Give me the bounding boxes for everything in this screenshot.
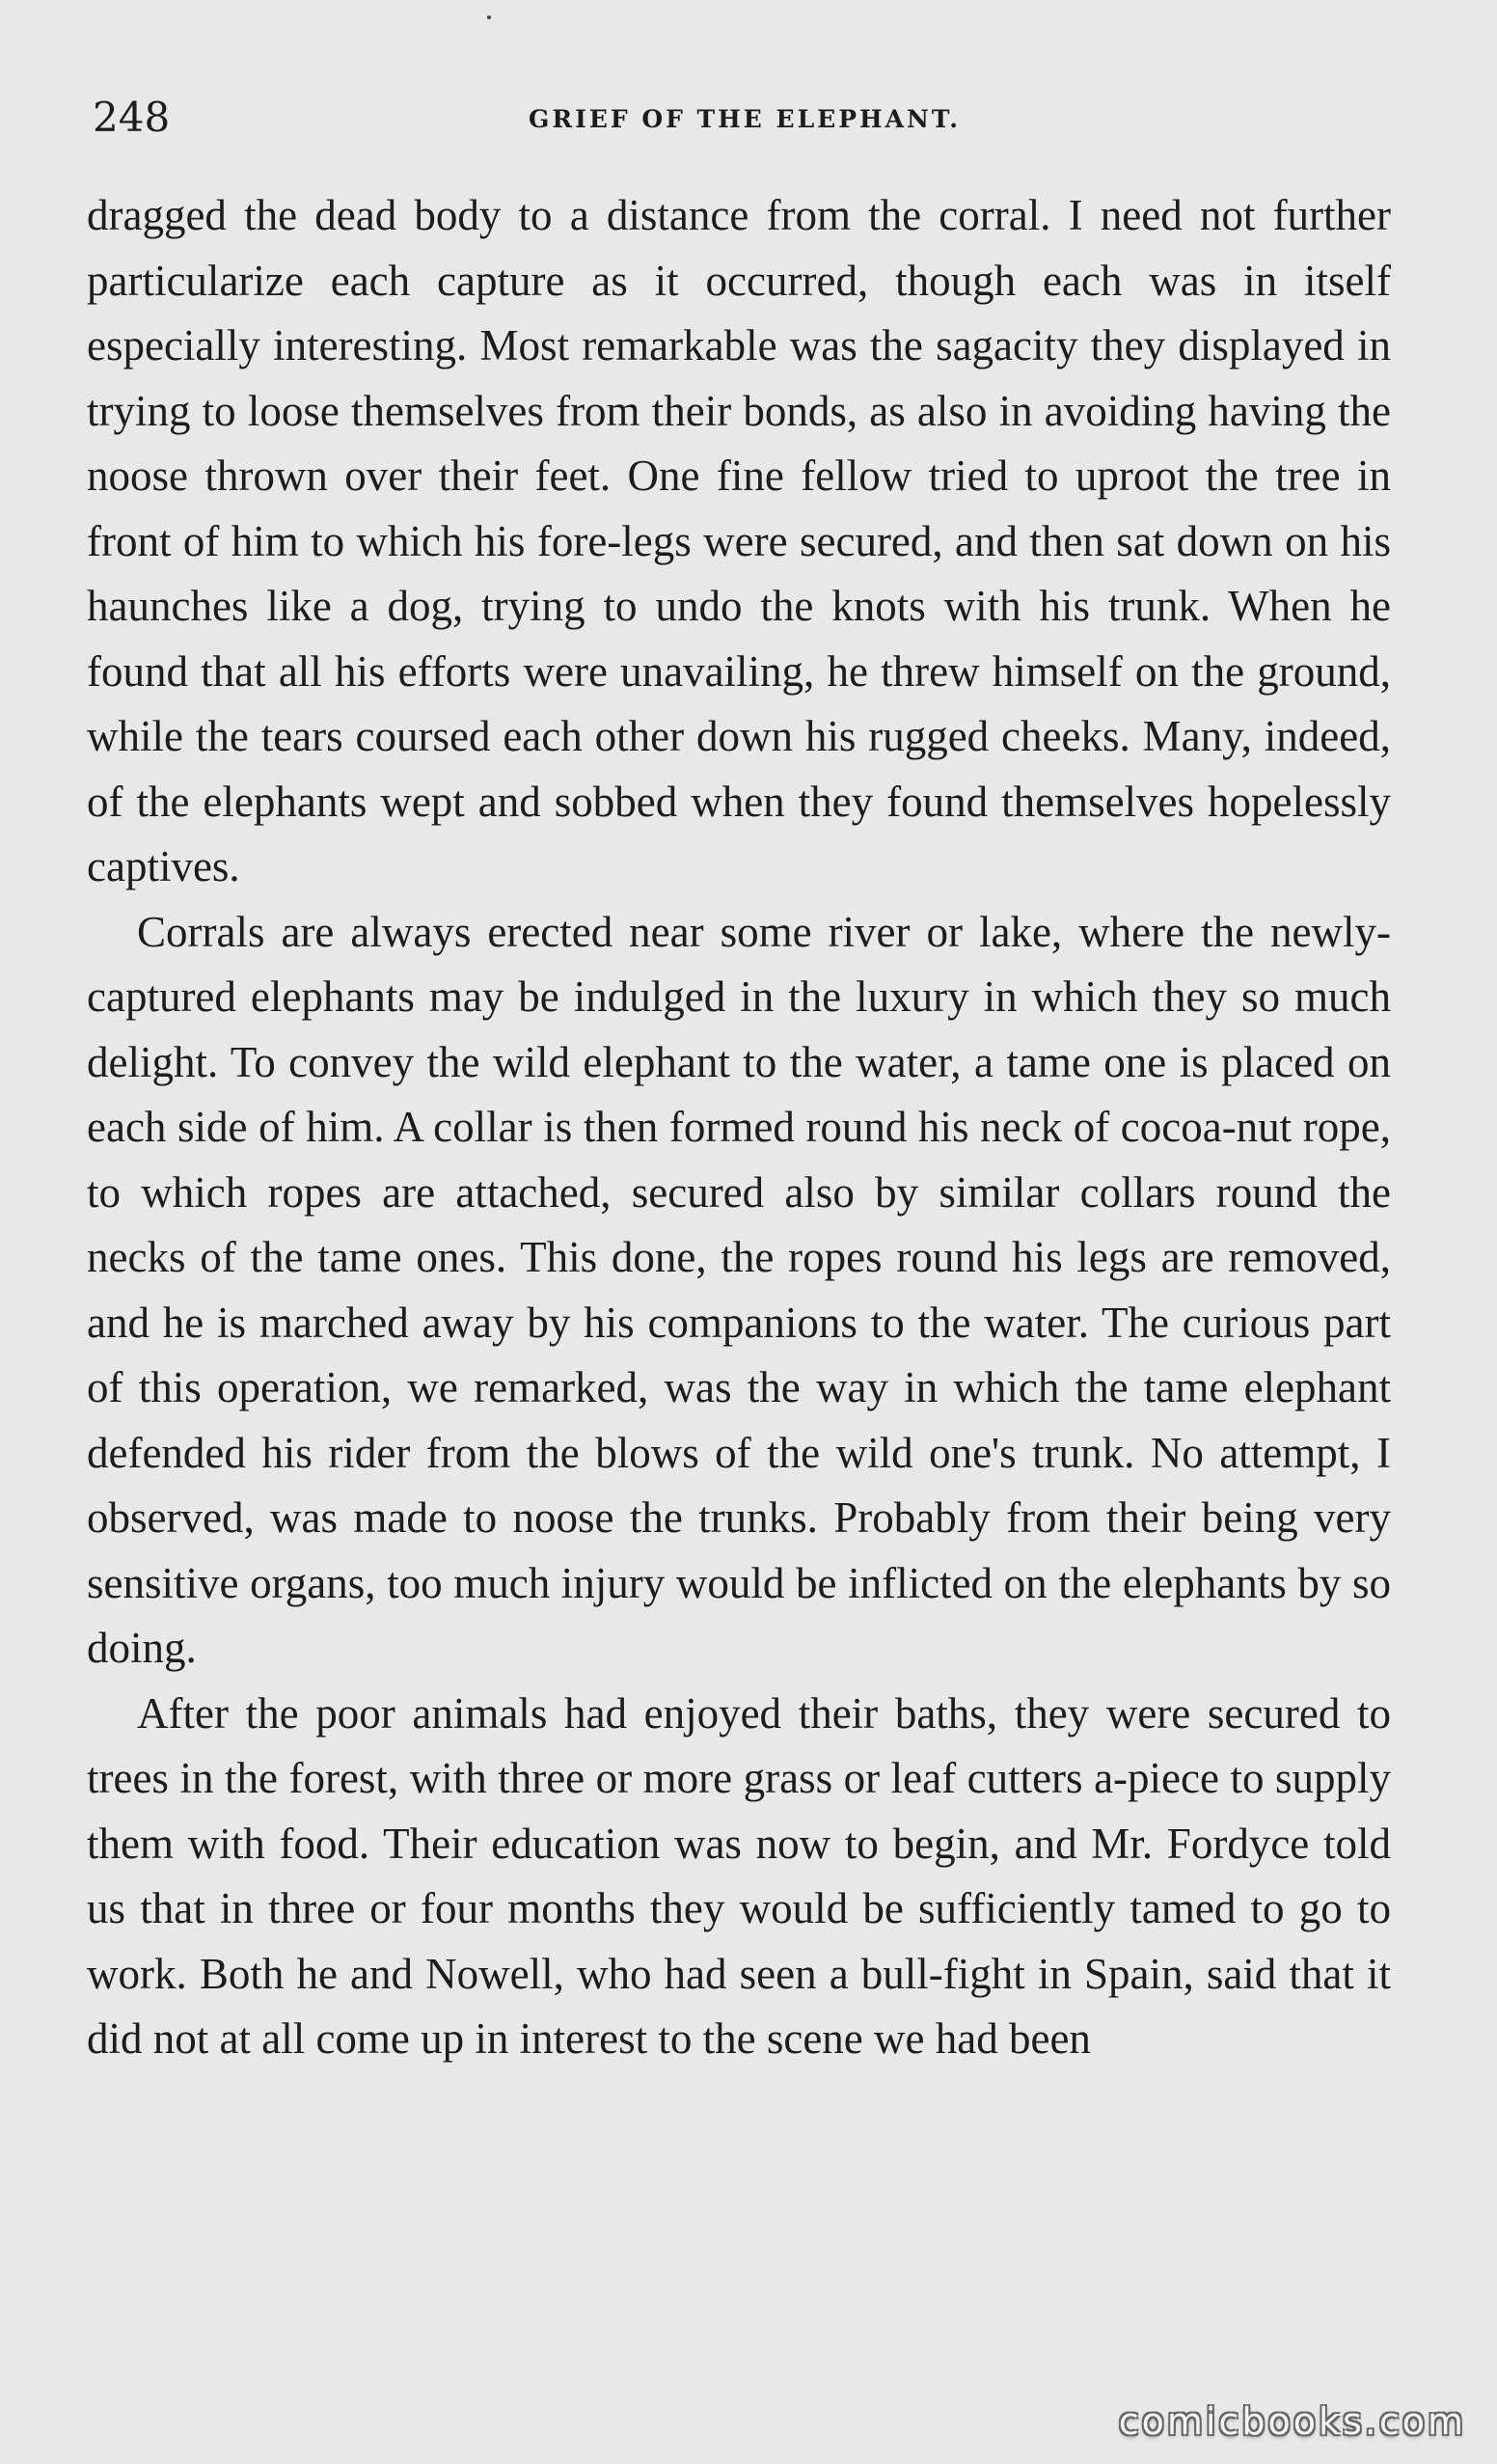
- running-head: [93, 89, 1397, 147]
- body-text: [87, 183, 1391, 2072]
- chapter-heading: GRIEF OF THE ELEPHANT.: [529, 105, 961, 133]
- paragraph-1: dragged the dead body to a distance from the corral. I need not further particularize each capture as it occurred, though each was in itself especially interesting. Most remarkable was the sagacity they displayed in trying to loose themselves from their bonds, as also in avoiding having the noose thrown over their feet. One fine fellow tried to uproot the tree in front of him to which his fore-legs were secured, and then sat down on his haunches like a dog, trying to undo the knots with his trunk. When he found that all his efforts were unavailing, he threw himself on the ground, while the tears coursed each other down his rugged cheeks. Many, indeed, of the elephants wept and sobbed when they found themselves hopelessly captives.: [87, 191, 1391, 890]
- paragraph-2: Corrals are always erected near some river or lake, where the newly-captured elephants may be indulged in the luxury in which they so much delight. To convey the wild elephant to the water, a tame one is placed on each side of him. A collar is then formed round his neck of cocoa-nut rope, to which ropes are attached, secured also by similar collars round the necks of the tame ones. This done, the ropes round his legs are removed, and he is marched away by his companions to the water. The curious part of this operation, we remarked, was the way in which the tame elephant defended his rider from the blows of the wild one's trunk. No attempt, I observed, was made to noose the trunks. Probably from their being very sensitive organs, too much injury would be inflicted on the elephants by so doing.: [87, 907, 1391, 1672]
- watermark: comicbooks.com: [1118, 2400, 1466, 2443]
- page-number: 248: [93, 94, 171, 141]
- paragraph-3: After the poor animals had enjoyed their baths, they were secured to trees in the forest, with three or more grass or leaf cutters a-piece to supply them with food. Their education was now to begin, and Mr. Fordyce told us that in three or four months they would be sufficiently tamed to go to work. Both he and Nowell, who had seen a bull-fight in Spain, said that it did not at all come up in interest to the scene we had been: [87, 1688, 1391, 2063]
- ink-speck: [487, 15, 491, 19]
